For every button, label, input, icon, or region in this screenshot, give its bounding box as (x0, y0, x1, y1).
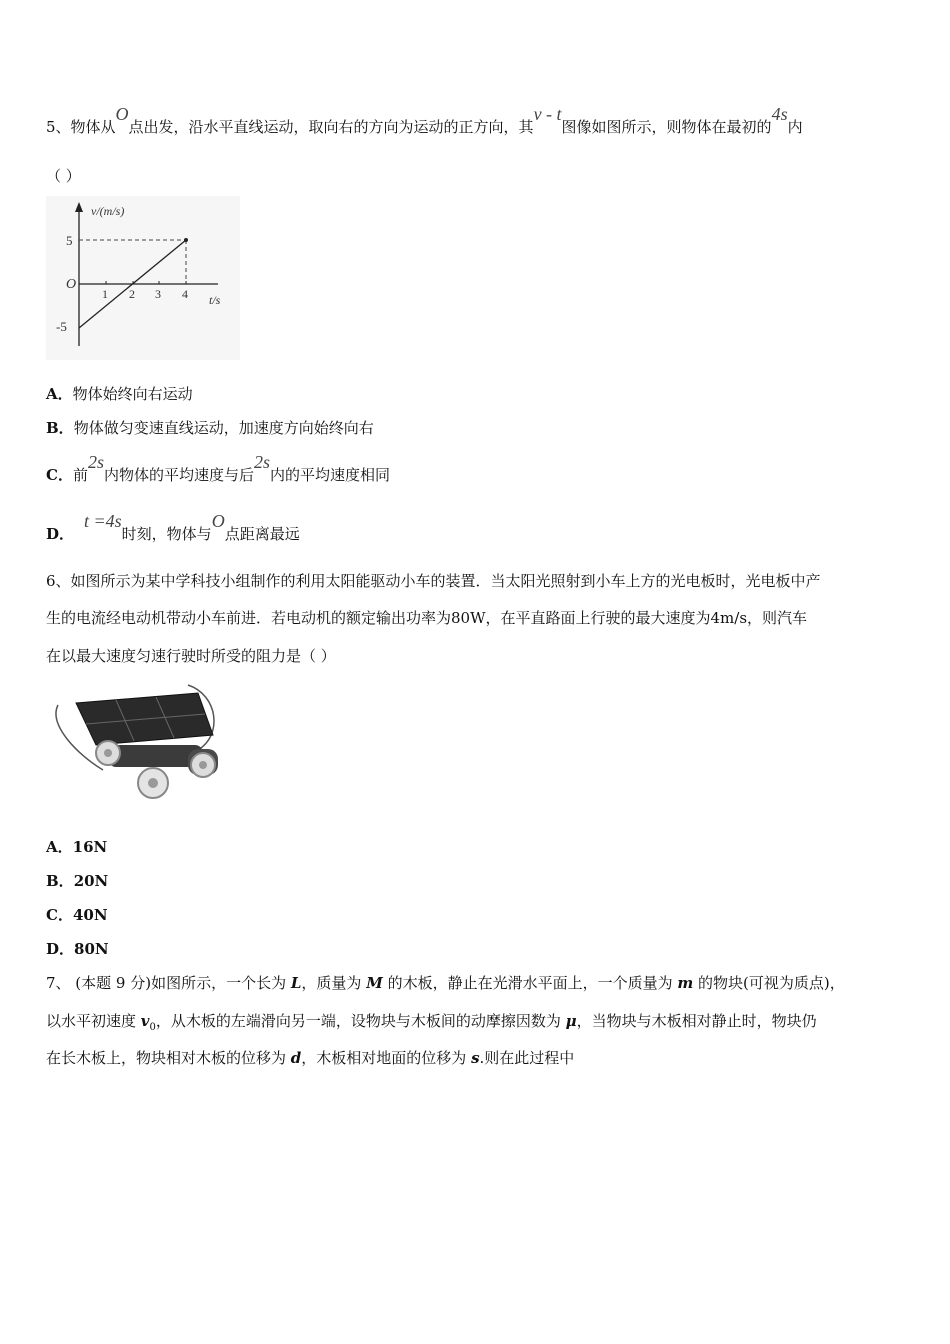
q5-answer-paren: （ ） (46, 167, 81, 185)
q6-option-b[interactable]: B．20N (46, 872, 109, 890)
q6-stem-line3: 在以最大速度匀速行驶时所受的阻力是（ ） (46, 647, 336, 665)
q6-option-c[interactable]: C．40N (46, 906, 108, 924)
wheel-hub (199, 761, 207, 769)
data-point-end (184, 238, 188, 242)
q6-option-d[interactable]: D．80N (46, 940, 109, 958)
solar-car-image (48, 675, 228, 803)
math-2s: 2s (87, 452, 104, 472)
y-axis-label: v/(m/s) (91, 204, 125, 218)
q6-stem-line1: 6、如图所示为某中学科技小组制作的利用太阳能驱动小车的装置．当太阳光照射到小车上方的光电板时，光电板中产 (46, 572, 821, 590)
math-O: O (211, 511, 225, 531)
q7-stem-line2: 以水平初速度 $v_0$，从木板的左端滑向另一端，设物块与木板间的动摩擦因数为 μ，当物块与木板相对静止时，物块仍 (46, 1012, 817, 1033)
q5-option-b[interactable]: B．物体做匀变速直线运动，加速度方向始终向右 (46, 419, 374, 437)
x-tick-label-3: 3 (155, 287, 161, 301)
math-O: O (115, 104, 129, 124)
origin-label: O (66, 277, 77, 292)
y-axis-arrow-icon (75, 202, 83, 212)
y-tick-label-5: 5 (66, 233, 73, 248)
x-tick-label-2: 2 (129, 287, 135, 301)
q7-stem-line3: 在长木板上，物块相对木板的位移为 d，木板相对地面的位移为 s.则在此过程中 (46, 1049, 575, 1067)
q5-option-d[interactable]: D．t =4s时刻，物体与O点距离最远 (46, 511, 300, 543)
math-2s: 2s (254, 452, 271, 472)
wheel-hub (104, 749, 112, 757)
q7-stem-line1: 7、 (本题 9 分)如图所示，一个长为 L，质量为 M 的木板，静止在光滑水平面上，一个质量为 m 的物块(可视为质点)， (46, 974, 845, 992)
math-4s: 4s (771, 104, 788, 124)
x-axis-label: t/s (209, 293, 221, 307)
wheel-hub (148, 778, 158, 788)
y-tick-label-neg5: -5 (56, 319, 67, 334)
x-tick-label-4: 4 (182, 287, 188, 301)
math-t-4s: t =4s (84, 511, 122, 531)
q6-stem-line2: 生的电流经电动机带动小车前进．若电动机的额定输出功率为80W，在平直路面上行驶的最大速度为4m/s，则汽车 (46, 609, 808, 627)
vt-graph-svg (46, 196, 240, 360)
q5-stem-line1: 5、物体从O点出发，沿水平直线运动，取向右的方向为运动的正方向，其v - t图像如图所示，则物体在最初的4s内 (46, 104, 803, 136)
vt-graph (46, 196, 240, 360)
x-tick-label-1: 1 (102, 287, 108, 301)
q5-option-a[interactable]: A．物体始终向右运动 (46, 385, 193, 403)
q5-option-c[interactable]: C．前2s内物体的平均速度与后2s内的平均速度相同 (46, 452, 391, 484)
solar-car-svg (48, 675, 228, 803)
q6-option-a[interactable]: A．16N (46, 838, 108, 856)
math-vt: v - t (533, 104, 562, 124)
